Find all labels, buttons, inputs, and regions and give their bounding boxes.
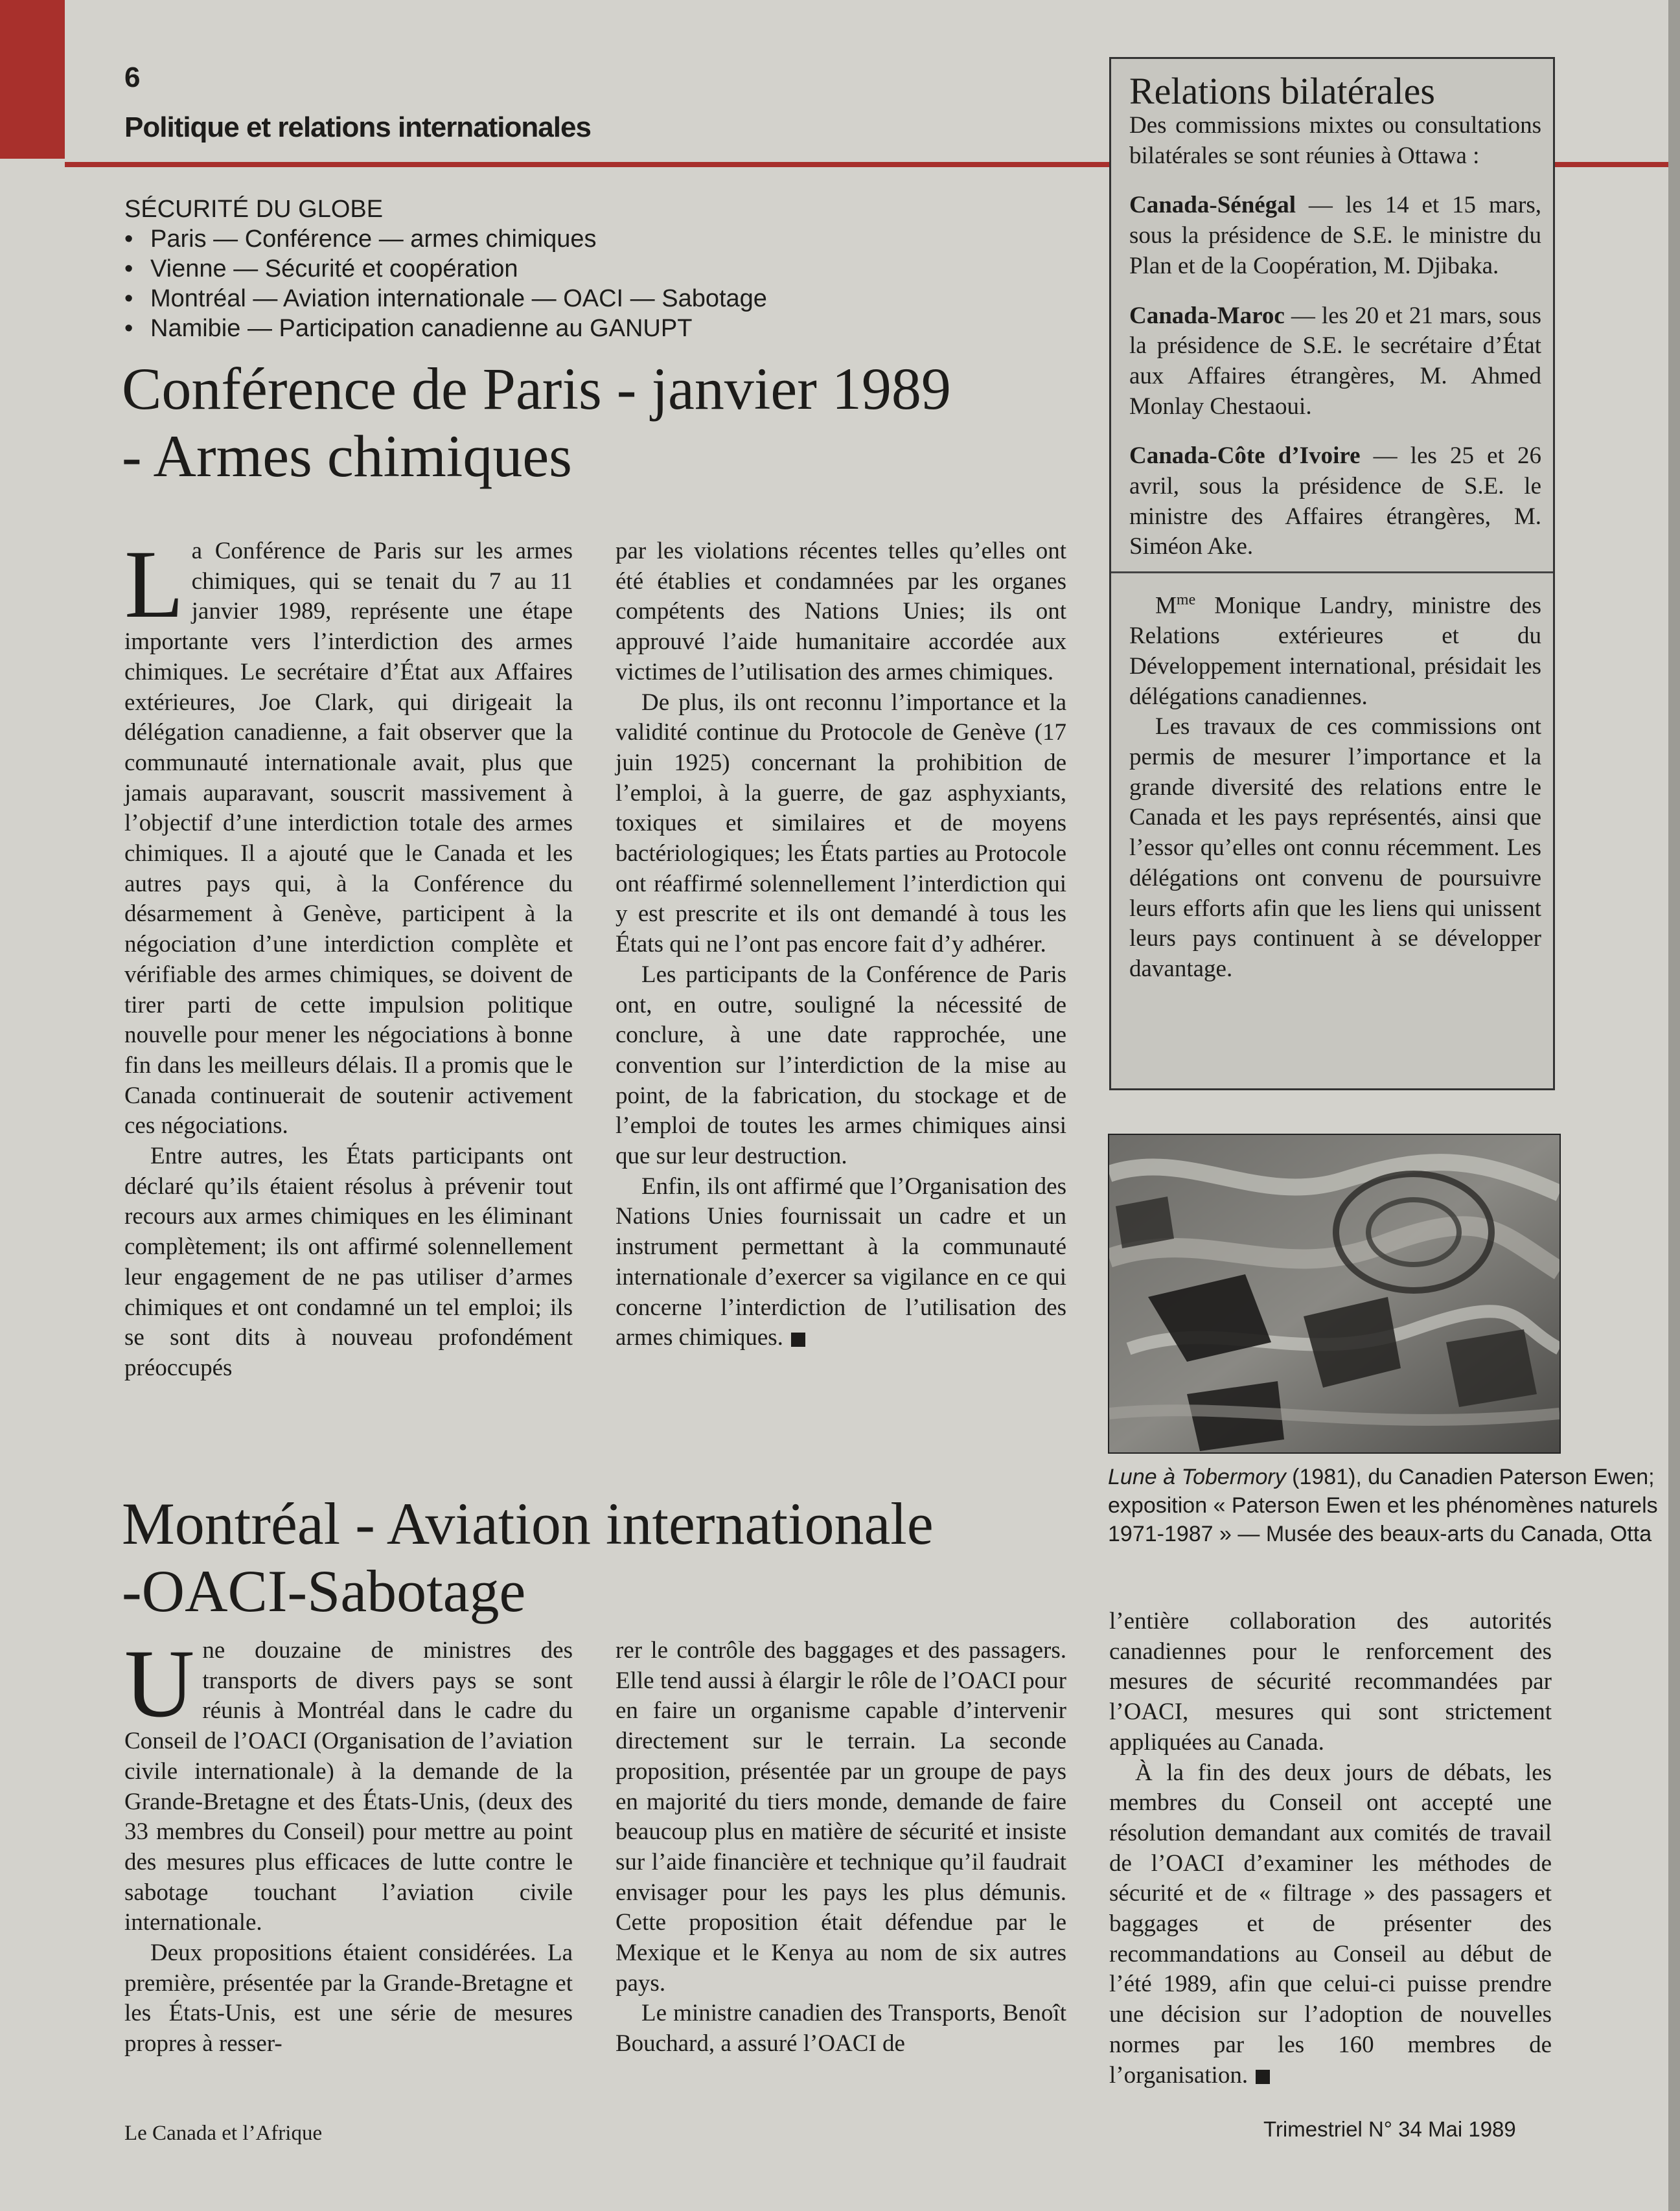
red-corner-bar (0, 0, 65, 159)
article2-title (122, 1490, 1107, 1625)
topic-item: • Vienne — Sécurité et coopération (124, 254, 767, 284)
topic-item: • Montréal — Aviation internationale — OACI — Sabotage (124, 284, 767, 314)
article1-column2 (616, 536, 1066, 1353)
page-number: 6 (124, 62, 141, 93)
article2-column3 (1109, 1607, 1552, 2091)
artwork-title: Lune à Tobermory (1108, 1465, 1286, 1489)
sidebar-box (1109, 57, 1555, 1090)
article2-title-line1: Montréal - Aviation internationale (122, 1491, 934, 1557)
sidebar-title: Relations bilatérales (1129, 70, 1435, 112)
article1-title (122, 355, 1107, 490)
article2-column1 (124, 1630, 573, 2059)
topic-item: • Namibie — Participation canadienne au GANUPT (124, 314, 767, 343)
artwork-painting (1109, 1135, 1559, 1452)
sidebar-body (1129, 111, 1541, 985)
topics-heading: SÉCURITÉ DU GLOBE (124, 196, 384, 223)
paragraph: À la fin des deux jours de débats, les membres du Conseil ont accepté une résolution demandant aux comités de travail de l’OACI d’examiner les méthodes de sécurité et de « filtrage » des passagers et baggages et de présenter des recommandations au Conseil au début de l’été 1989, afin que celui-ci puisse prendre une décision sur l’adoption de nouvelles normes par les 160 membres de l’organisation. (1109, 1759, 1552, 2089)
topic-item: • Paris — Conférence — armes chimiques (124, 224, 767, 254)
footer-publication: Le Canada et l’Afrique (124, 2122, 323, 2145)
caption-text: (1981), du Canadien Paterson Ewen; exposition « Paterson Ewen et les phénomènes naturels 1971-1987 » — Musée des beaux-arts du Canada, Otta (1108, 1465, 1658, 1546)
paragraph: rer le contrôle des baggages et des passagers. Elle tend aussi à élargir le rôle de l’OACI pour en faire un organisme capable d’intervenir directement sur le terrain. La seconde proposition, présentée par un groupe de pays en majorité du tiers monde, demande de faire beaucoup plus en matière de sécurité et insiste sur l’aide financière et technique qu’il faudrait envisager pour les pays les plus démunis. Cette proposition était défendue par le Mexique et le Kenya au nom de six autres pays. (616, 1637, 1066, 1997)
sidebar-closing-1: $M^{me}$ Monique Landry, ministre des Relations extérieures et du Développement international, présidait les délégations canadiennes. (1129, 591, 1541, 710)
end-mark-icon (791, 1333, 805, 1347)
article1-title-line2: - Armes chimiques (122, 423, 572, 489)
page-edge (1668, 0, 1680, 2211)
paragraph: Deux propositions étaient considérées. La première, présentée par la Grande-Bretagne et les États-Unis, est une série de mesures propres à resser- (124, 1940, 573, 2057)
dropcap: L (124, 531, 184, 638)
section-title: Politique et relations internationales (124, 111, 591, 143)
article2-title-line2: -OACI-Sabotage (122, 1558, 526, 1624)
article1-column1 (124, 531, 573, 1384)
sidebar-entry: Canada-Maroc — les 20 et 21 mars, sous la présidence de S.E. le secrétaire d’État aux Affaires étrangères, M. Ahmed Monlay Chestaoui. (1129, 302, 1541, 420)
paragraph: De plus, ils ont reconnu l’importance et la validité continue du Protocole de Genève (17 juin 1925) concernant la prohibition de l’emploi, à la guerre, de gaz asphyxiants, toxiques et similaires et de moyens bactériologiques; les États parties au Protocole ont réaffirmé solennellement l’interdiction qui y est prescrite et ils ont demandé à tous les États qui ne l’ont pas encore fait d’y adhérer. (616, 689, 1066, 958)
paragraph: ne douzaine de ministres des transports de divers pays se sont réunis à Montréal dans le cadre du Conseil de l’OACI (Organisation de l’aviation civile internationale) à la demande de la Grande-Bretagne et des États-Unis, (deux des 33 membres du Conseil) pour mettre au point des mesures plus efficaces de lutte contre le sabotage touchant l’aviation civile internationale. (124, 1637, 573, 1936)
article2-column2 (616, 1636, 1066, 2059)
sidebar-intro: Des commissions mixtes ou consultations bilatérales se sont réunies à Ottawa : (1129, 112, 1541, 169)
sidebar-closing-2: Les travaux de ces commissions ont permis de mesurer l’importance et la grande diversité des relations entre le Canada et les pays représentés, ainsi que l’essor qu’elles ont connu récemment. Les délégations ont convenu de poursuivre leurs efforts afin que les liens qui unissent leurs pays continuent à se développer davantage. (1129, 713, 1541, 982)
artwork-image (1108, 1134, 1561, 1454)
topics-list (124, 194, 767, 343)
paragraph: Le ministre canadien des Transports, Benoît Bouchard, a assuré l’OACI de (616, 2000, 1066, 2057)
paragraph: l’entière collaboration des autorités canadiennes pour le renforcement des mesures de sécurité recommandées par l’OACI, mesures qui sont strictement appliquées au Canada. (1109, 1608, 1552, 1756)
paragraph: Les participants de la Conférence de Paris ont, en outre, souligné la nécessité de conclure, à une date rapprochée, une convention sur l’interdiction de la mise au point, de la fabrication, du stockage et de l’emploi de toutes les armes chimiques ainsi que sur leur destruction. (616, 961, 1066, 1170)
sidebar-entry: Canada-Côte d’Ivoire — les 25 et 26 avril, sous la présidence de S.E. le ministre des Affaires étrangères, M. Siméon Ake. (1129, 442, 1541, 560)
image-caption (1108, 1463, 1678, 1548)
sidebar-entry: Canada-Sénégal — les 14 et 15 mars, sous la présidence de S.E. le ministre du Plan et de la Coopération, M. Djibaka. (1129, 192, 1541, 279)
paragraph: a Conférence de Paris sur les armes chimiques, qui se tenait du 7 au 11 janvier 1989, représente une étape importante vers l’interdiction des armes chimiques. Le secrétaire d’État aux Affaires extérieures, Joe Clark, qui dirigeait la délégation canadienne, a fait observer que la communauté internationale avait, plus que jamais auparavant, souscrit massivement à l’objectif d’une interdiction totale des armes chimiques. Il a ajouté que le Canada et les autres pays qui, à la Conférence du désarmement à Genève, participent à la négociation d’une interdiction complète et vérifiable des armes chimiques, se doivent de tirer parti de cette impulsion politique nouvelle pour mener les négociations à bonne fin dans les meilleurs délais. Il a promis que le Canada continuerait de soutenir activement ces négociations. (124, 538, 573, 1140)
footer-issue: Trimestriel N° 34 Mai 1989 (1263, 2117, 1516, 2141)
paragraph: par les violations récentes telles qu’elles ont été établies et condamnées par les organes compétents des Nations Unies; ils ont approuvé l’aide humanitaire accordée aux victimes de l’utilisation des armes chimiques. (616, 538, 1066, 685)
paragraph: Enfin, ils ont affirmé que l’Organisation des Nations Unies fournissait un cadre et un instrument permettant à la communauté internationale d’exercer sa vigilance en ce qui concerne l’interdiction de l’utilisation des armes chimiques. (616, 1173, 1066, 1351)
article1-title-line1: Conférence de Paris - janvier 1989 (122, 356, 951, 422)
dropcap: U (124, 1630, 195, 1737)
paragraph: Entre autres, les États participants ont déclaré qu’ils étaient résolus à prévenir tout recours aux armes chimiques en les éliminant complètement; ils ont affirmé solennellement leur engagement de ne pas utiliser d’armes chimiques et ont condamné un tel emploi; ils se sont dits à nouveau profondément préoccupés (124, 1143, 573, 1381)
end-mark-icon (1256, 2070, 1270, 2084)
divider (1111, 571, 1553, 573)
